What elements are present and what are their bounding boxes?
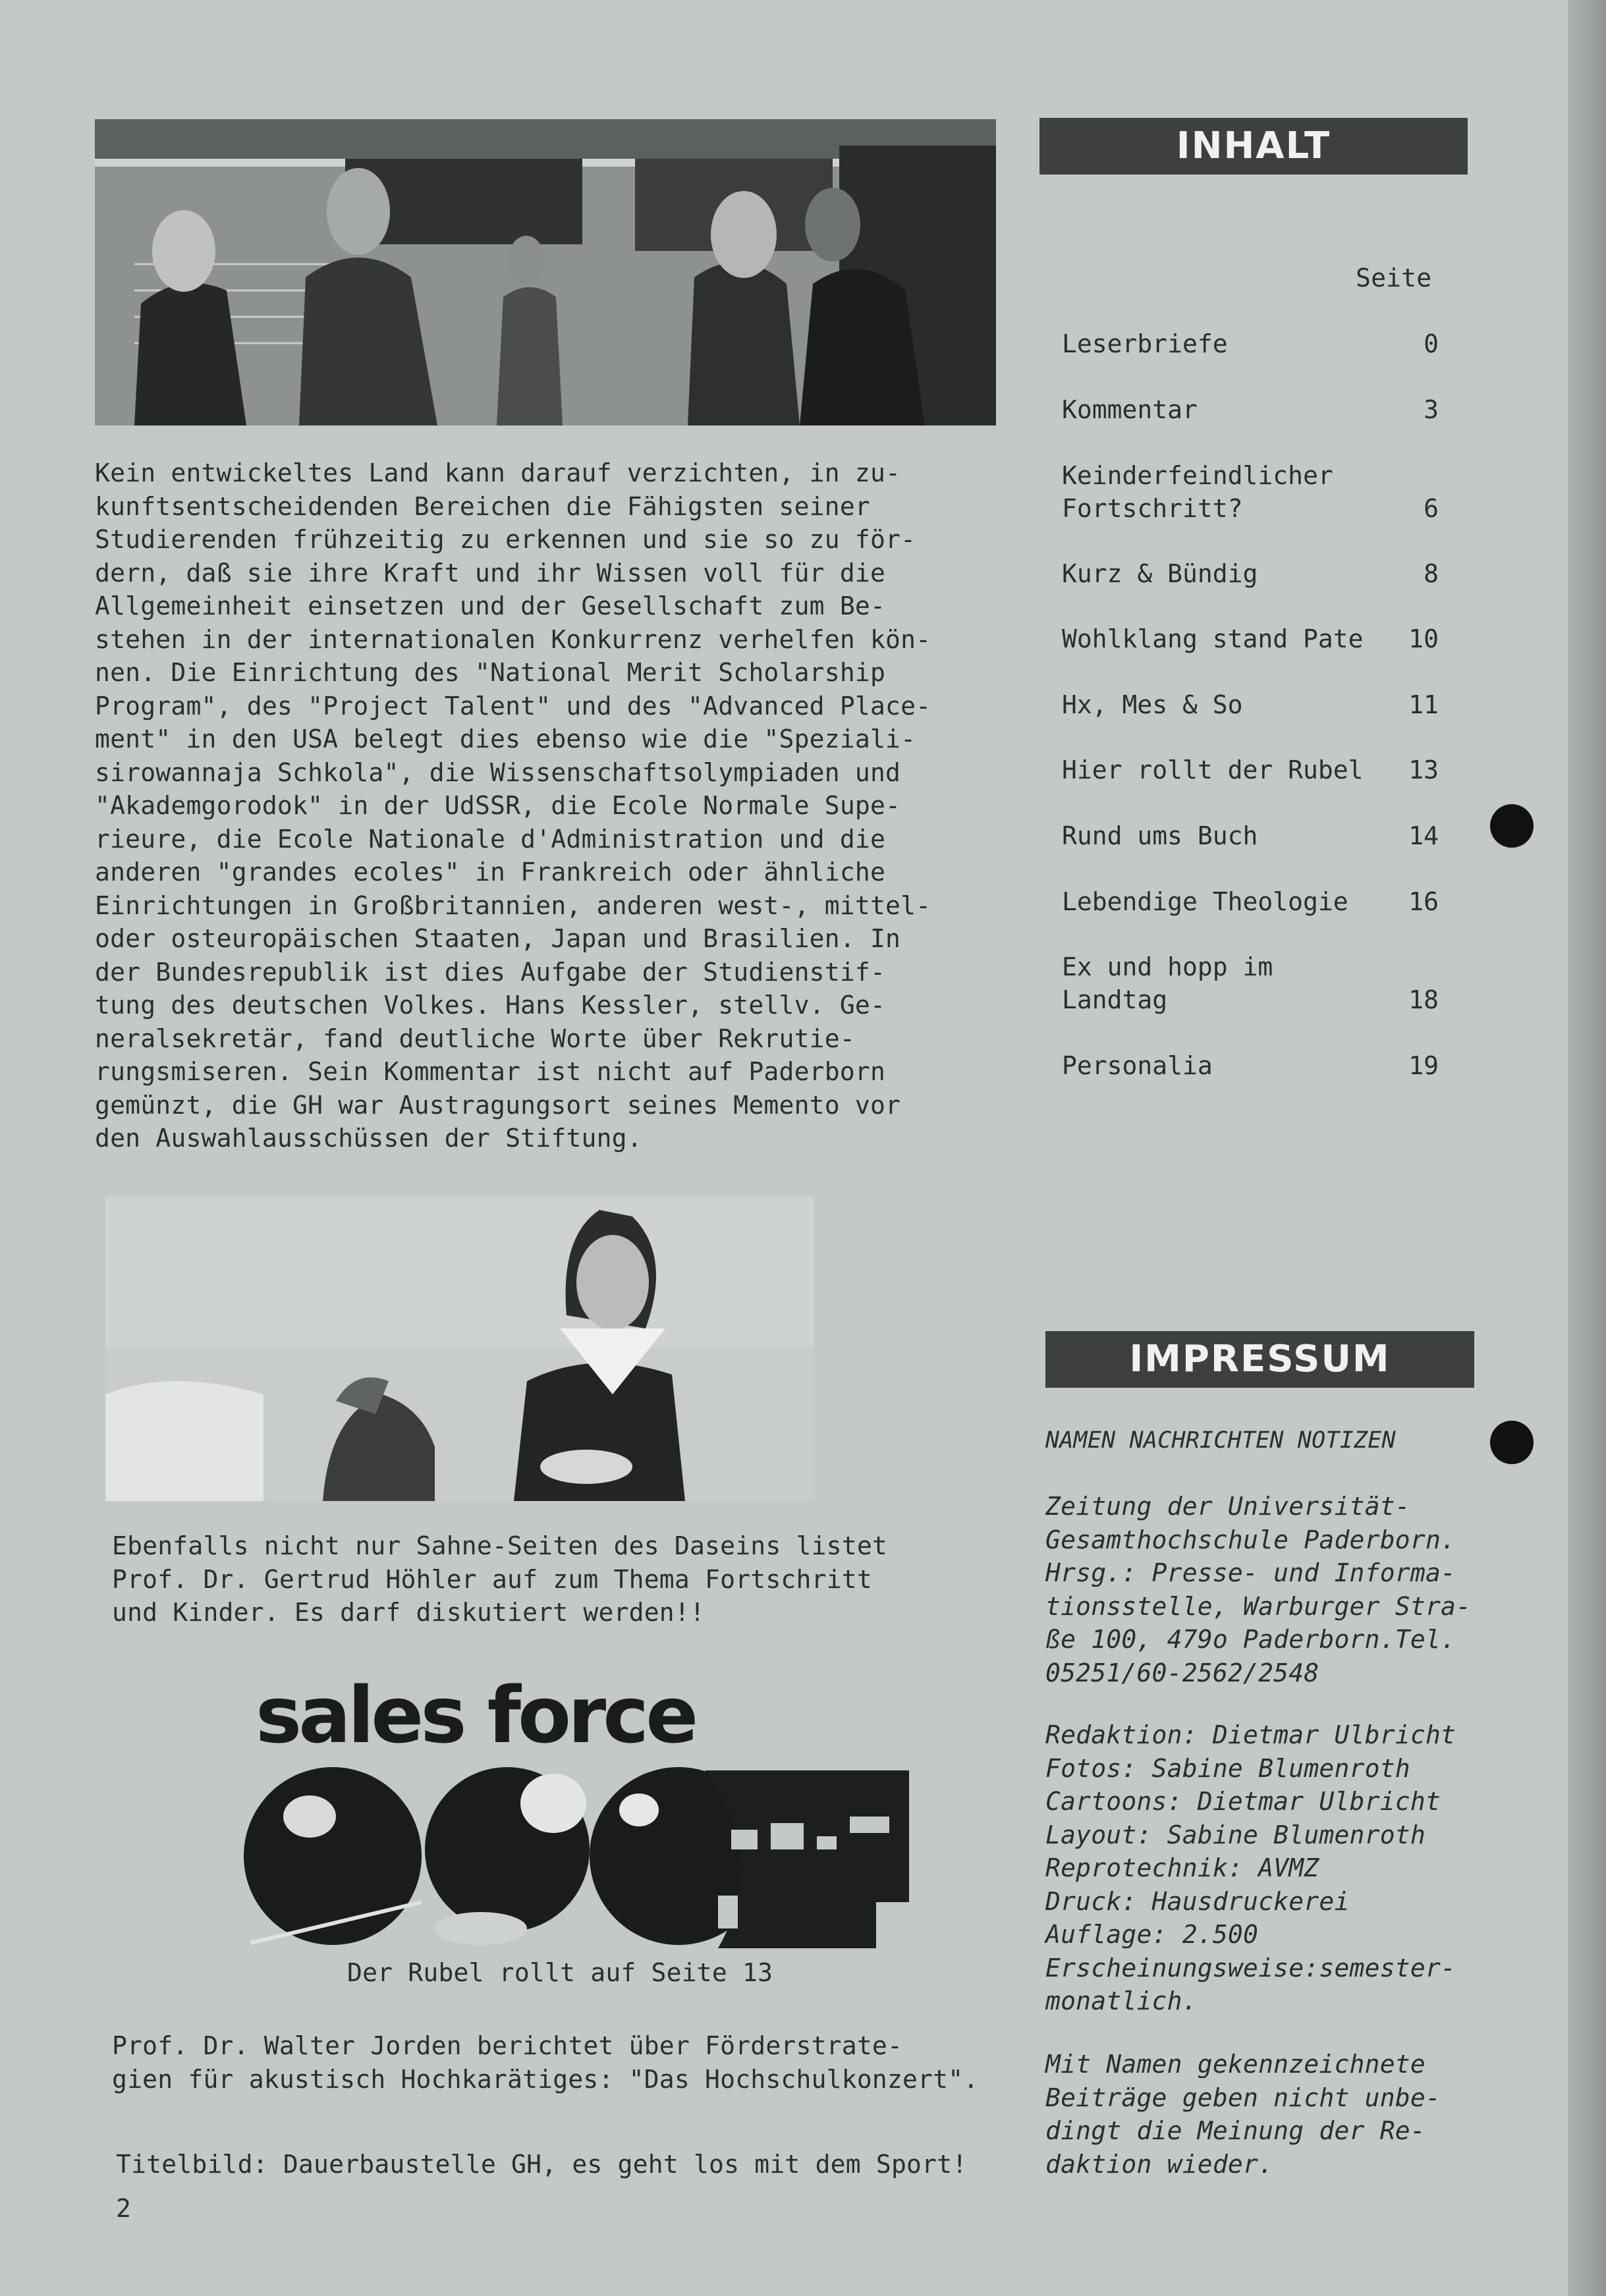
toc-item-label: Wohlklang stand Pate — [1062, 624, 1364, 653]
impressum-heading: IMPRESSUM — [1045, 1331, 1474, 1388]
cover-caption: Titelbild: Dauerbaustelle GH, es geht los mit dem Sport! — [116, 2150, 968, 2179]
toc-item-label: Kurz & Bündig — [1062, 559, 1258, 588]
toc-item[interactable] — [1062, 327, 1439, 360]
toc-item[interactable] — [1062, 1049, 1439, 1082]
intro-paragraph: Kein entwickeltes Land kann darauf verzichten, in zu- kunftsentscheidenden Bereichen die Fähigsten seiner Studierenden frühzeitig zu erkennen und sie so zu för- dern, daß sie ihre Kraft und ihr Wissen voll für die Allgemeinheit einsetzen und der Gesellschaft zum Be- stehen in der internationalen Konkurrenz verhelfen kön- nen. Die Einrichtung des "National Merit Scholarship Program", des "Project Talent" und des "Advanced Place- ment" in den USA belegt dies ebenso wie die "Speziali- sirowannaja Schkola", die Wissenschaftsolympiaden und "Akademgorodok" in der UdSSR, die Ecole Normale Supe- rieure, die Ecole Nationale d'Administration und die anderen "grandes ecoles" in Frankreich oder ähnliche Einrichtungen in Großbritannien, anderen west-, mittel- oder osteuropäischen Staaten, Japan und Brasilien. In der Bundesrepublik ist dies Aufgabe der Studienstif- tung des deutschen Volkes. Hans Kessler, stellv. Ge- neralsekretär, fand deutliche Worte über Rekrutie- rungsmiseren. Sein Kommentar ist nicht auf Paderborn gemünzt, die GH war Austragungsort seines Memento vor den Auswahlausschüssen der Stiftung. — [95, 458, 931, 1153]
toc-item[interactable] — [1062, 950, 1439, 1016]
toc-item[interactable] — [1062, 393, 1439, 426]
toc-item[interactable] — [1062, 753, 1439, 786]
toc-item[interactable] — [1062, 459, 1439, 525]
toc-item-label: Rund ums Buch — [1062, 821, 1258, 850]
punch-hole — [1490, 804, 1534, 848]
contents-heading: INHALT — [1039, 118, 1468, 175]
toc-item-label: Lebendige Theologie — [1062, 887, 1348, 916]
sales-force-balls-graphic — [244, 1757, 909, 1948]
toc-item-page: 14 — [1408, 821, 1439, 850]
toc-item-page: 3 — [1424, 395, 1439, 424]
toc-item-page: 19 — [1408, 1051, 1439, 1080]
toc-item-label: Leserbriefe — [1062, 329, 1228, 358]
toc-item-label: Kommentar — [1062, 395, 1198, 424]
toc-item-page: 13 — [1408, 755, 1439, 784]
photo-woman-portrait — [105, 1197, 814, 1501]
toc-item-label: Hier rollt der Rubel — [1062, 755, 1364, 784]
impressum-subtitle: NAMEN NACHRICHTEN NOTIZEN — [1045, 1427, 1396, 1454]
toc-item-page: 8 — [1424, 559, 1439, 588]
toc-item-page: 16 — [1408, 887, 1439, 916]
toc-item[interactable] — [1062, 622, 1439, 655]
toc-item-label: Personalia — [1062, 1051, 1213, 1080]
toc-item-label: Hx, Mes & So — [1062, 690, 1243, 719]
impressum-publisher: Zeitung der Universität- Gesamthochschule Paderborn. Hrsg.: Presse- und Informa- tionsstelle, Warburger Stra- ße 100, 479o Paderborn.Tel. 05251/60-2562/2548 — [1045, 1492, 1472, 1687]
toc-item-page: 0 — [1424, 329, 1439, 358]
page-edge-shadow — [1568, 0, 1606, 2296]
toc-item-page: 18 — [1408, 985, 1439, 1014]
toc-item-label: Keinderfeindlicher Fortschritt? — [1062, 461, 1333, 523]
sales-force-caption: Der Rubel rollt auf Seite 13 — [347, 1958, 773, 1987]
toc-item-page: 10 — [1408, 624, 1439, 653]
toc-item[interactable] — [1062, 885, 1439, 918]
toc-item-page: 11 — [1408, 690, 1439, 719]
toc-item-page: 6 — [1424, 494, 1439, 523]
concert-paragraph: Prof. Dr. Walter Jorden berichtet über Förderstrate- gien für akustisch Hochkarätiges: "Das Hochschulkonzert". — [112, 2031, 979, 2094]
impressum-disclaimer: Mit Namen gekennzeichnete Beiträge geben nicht unbe- dingt die Meinung der Re- daktion wieder. — [1045, 2050, 1441, 2179]
impressum-credits: Redaktion: Dietmar Ulbricht Fotos: Sabine Blumenroth Cartoons: Dietmar Ulbricht Layout: Sabine Blumenroth Reprotechnik: AVMZ Druck: Hausdruckerei Auflage: 2.500 Erscheinungsweise:semester- monatlich. — [1045, 1720, 1456, 2015]
toc-item[interactable] — [1062, 688, 1439, 721]
sales-force-logo: sales force — [256, 1670, 696, 1761]
page-number: 2 — [116, 2194, 132, 2223]
toc-item[interactable] — [1062, 557, 1439, 590]
toc-item-label: Ex und hopp im Landtag — [1062, 952, 1273, 1014]
punch-hole — [1490, 1421, 1534, 1464]
toc-item[interactable] — [1062, 819, 1439, 852]
photo-men-meeting — [95, 119, 996, 425]
contents-page-label: Seite — [1356, 263, 1432, 292]
woman-caption: Ebenfalls nicht nur Sahne-Seiten des Daseins listet Prof. Dr. Gertrud Höhler auf zum Thema Fortschritt und Kinder. Es darf diskutiert werden!! — [112, 1531, 887, 1627]
